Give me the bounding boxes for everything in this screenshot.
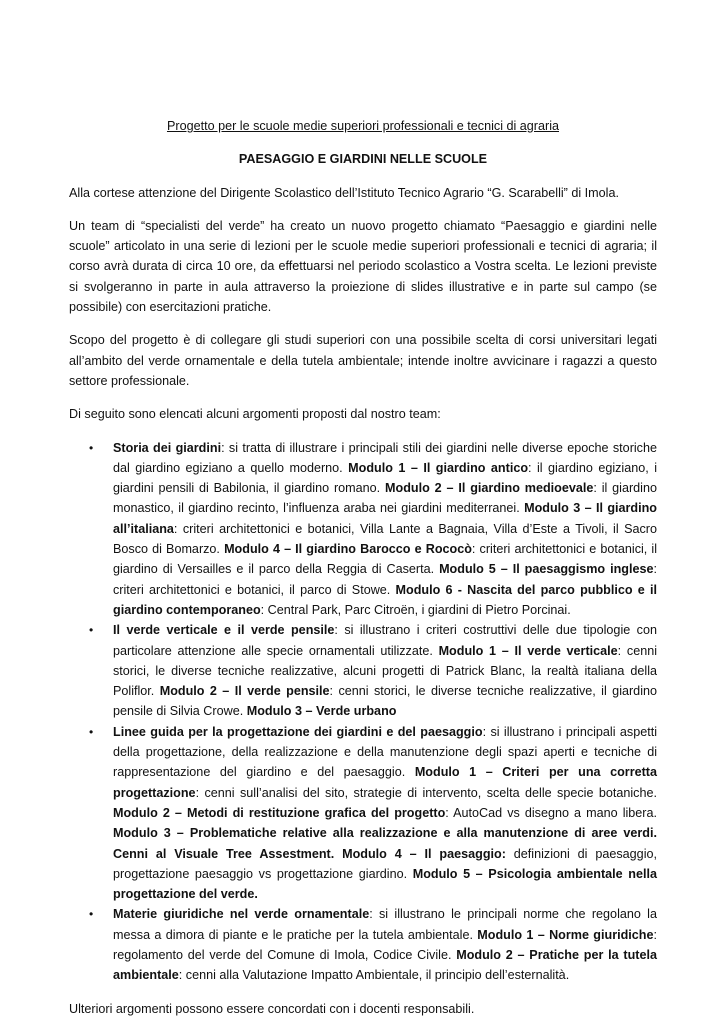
module-title: Modulo 3 – Il giardino all’italiana bbox=[113, 501, 658, 536]
topic-title: Il verde verticale e il verde pensile bbox=[113, 623, 335, 638]
module-title: Modulo 3 – Verde urbano bbox=[246, 704, 397, 719]
module-text: : criteri architettonici e botanici, il parco di Stowe. bbox=[113, 562, 657, 597]
addressee-paragraph: Alla cortese attenzione del Dirigente Scolastico dell’Istituto Tecnico Agrario “G. Scarabelli” di Imola. bbox=[69, 185, 619, 200]
module-title: Modulo 1 – Il verde verticale bbox=[438, 643, 618, 658]
bullet-icon: • bbox=[89, 623, 94, 638]
list-intro-paragraph: Di seguito sono elencati alcuni argomenti proposti dal nostro team: bbox=[69, 407, 441, 422]
module-text: : criteri architettonici e botanici, Villa Lante a Bagnaia, Villa d’Este a Tivoli, il Sacro Bosco di Bomarzo. bbox=[113, 521, 657, 557]
document-title: PAESAGGIO E GIARDINI NELLE SCUOLE bbox=[238, 152, 488, 167]
module-title: Modulo 2 – Pratiche per la tutela ambientale bbox=[113, 947, 657, 983]
topic-text: : si illustrano i principali aspetti della progettazione, della realizzazione e della manutenzione degli spazi aperti e tecniche di rappresentazione del giardino e del paesaggio. bbox=[113, 724, 657, 780]
module-title: Modulo 3 – Problematiche relative alla realizzazione e alla manutenzione di aree verdi. Cenni al Visuale Tree Assestment. Modulo 4 – Il paesaggio: bbox=[113, 826, 657, 861]
module-text: : il giardino monastico, il giardino recinto, l’influenza araba nei giardini mediterranei. bbox=[113, 481, 657, 516]
topic-title: Linee guida per la progettazione dei giardini e del paesaggio bbox=[113, 724, 483, 739]
module-text: definizioni di paesaggio, progettazione paesaggio vs progettazione giardino. bbox=[113, 846, 657, 881]
intro-paragraph: Un team di “specialisti del verde” ha creato un nuovo progetto chiamato “Paesaggio e giardini nelle scuole” articolato in una serie di lezioni per le scuole medie superiori professionali e tecnici di agraria; il corso avrà durata di circa 10 ore, da effettuarsi nel periodo scolastico a Vostra scelta. Le lezioni previste si svolgeranno in parte in aula attraverso la proiezione di slides illustrative e in parte sul campo (se possibile) con esercitazioni pratiche. bbox=[69, 218, 657, 315]
topics-list bbox=[69, 438, 657, 986]
bullet-icon: • bbox=[89, 440, 94, 455]
topic-text: : si illustrano i criteri costruttivi delle due tipologie con particolare attenzione alle specie ornamentali utilizzate. bbox=[113, 623, 657, 658]
topic-text: : si tratta di illustrare i principali stili dei giardini nelle diverse epoche storiche dal giardino egiziano a quello moderno. bbox=[113, 440, 657, 475]
module-text: : AutoCad vs disegno a mano libera. bbox=[445, 805, 657, 820]
module-text: : cenni alla Valutazione Impatto Ambientale, il principio dell’esternalità. bbox=[178, 968, 570, 983]
module-title: Modulo 5 – Psicologia ambientale nella progettazione del verde. bbox=[113, 866, 657, 902]
module-title: Modulo 2 – Il giardino medioevale bbox=[385, 481, 594, 496]
module-text: : cenni storici, le diverse tecniche realizzative, alcuni progetti di Patrick Blanc, la realtà italiana della Poliflor. bbox=[113, 643, 658, 699]
list-item bbox=[69, 904, 657, 985]
module-text: : Central Park, Parc Citroën, i giardini di Pietro Porcinai. bbox=[260, 602, 571, 617]
module-text: : cenni storici, le diverse tecniche realizzative, il giardino pensile di Silvia Crowe. bbox=[113, 684, 657, 719]
module-title: Modulo 1 – Criteri per una corretta progettazione bbox=[113, 765, 657, 800]
topic-title: Materie giuridiche nel verde ornamentale bbox=[113, 907, 370, 922]
module-text: : regolamento del verde del Comune di Imola, Codice Civile. bbox=[113, 927, 657, 962]
module-title: Modulo 2 – Metodi di restituzione grafica del progetto bbox=[113, 805, 446, 820]
module-title: Modulo 1 – Norme giuridiche bbox=[477, 927, 654, 942]
list-item bbox=[69, 722, 657, 905]
list-item bbox=[69, 620, 657, 721]
module-title: Modulo 4 – Il giardino Barocco e Rococò bbox=[224, 542, 472, 557]
list-item bbox=[69, 438, 657, 621]
topic-text: : si illustrano le principali norme che regolano la messa a dimora di piante e le pratiche per la tutela ambientale. bbox=[113, 907, 657, 942]
bullet-icon: • bbox=[89, 724, 94, 739]
topic-title: Storia dei giardini bbox=[113, 440, 222, 455]
scope-paragraph: Scopo del progetto è di collegare gli studi superiori con una possibile scelta di corsi universitari legati all’ambito del verde ornamentale e della tutela ambientale; intende inoltre avvicinare i ragazzi a questo settore professionale. bbox=[69, 333, 657, 388]
bullet-icon: • bbox=[89, 907, 94, 922]
module-title: Modulo 1 – Il giardino antico bbox=[348, 460, 529, 475]
closing-paragraph: Ulteriori argomenti possono essere concordati con i docenti responsabili. bbox=[69, 1001, 475, 1016]
module-title: Modulo 6 - Nascita del parco pubblico e il giardino contemporaneo bbox=[113, 582, 657, 617]
module-title: Modulo 2 – Il verde pensile bbox=[159, 684, 330, 699]
module-title: Modulo 5 – Il paesaggismo inglese bbox=[439, 562, 654, 577]
module-text: : criteri architettonici e botanici, il giardino di Versailles e il parco della Reggia di Caserta. bbox=[113, 542, 658, 577]
module-text: : cenni sull’analisi del sito, strategie di intervento, scelta delle specie botaniche. bbox=[195, 785, 657, 800]
document-page bbox=[69, 116, 657, 1032]
module-text: : il giardino egiziano, i giardini pensili di Babilonia, il giardino romano. bbox=[113, 460, 657, 496]
document-subtitle: Progetto per le scuole medie superiori professionali e tecnici di agraria bbox=[166, 119, 559, 133]
